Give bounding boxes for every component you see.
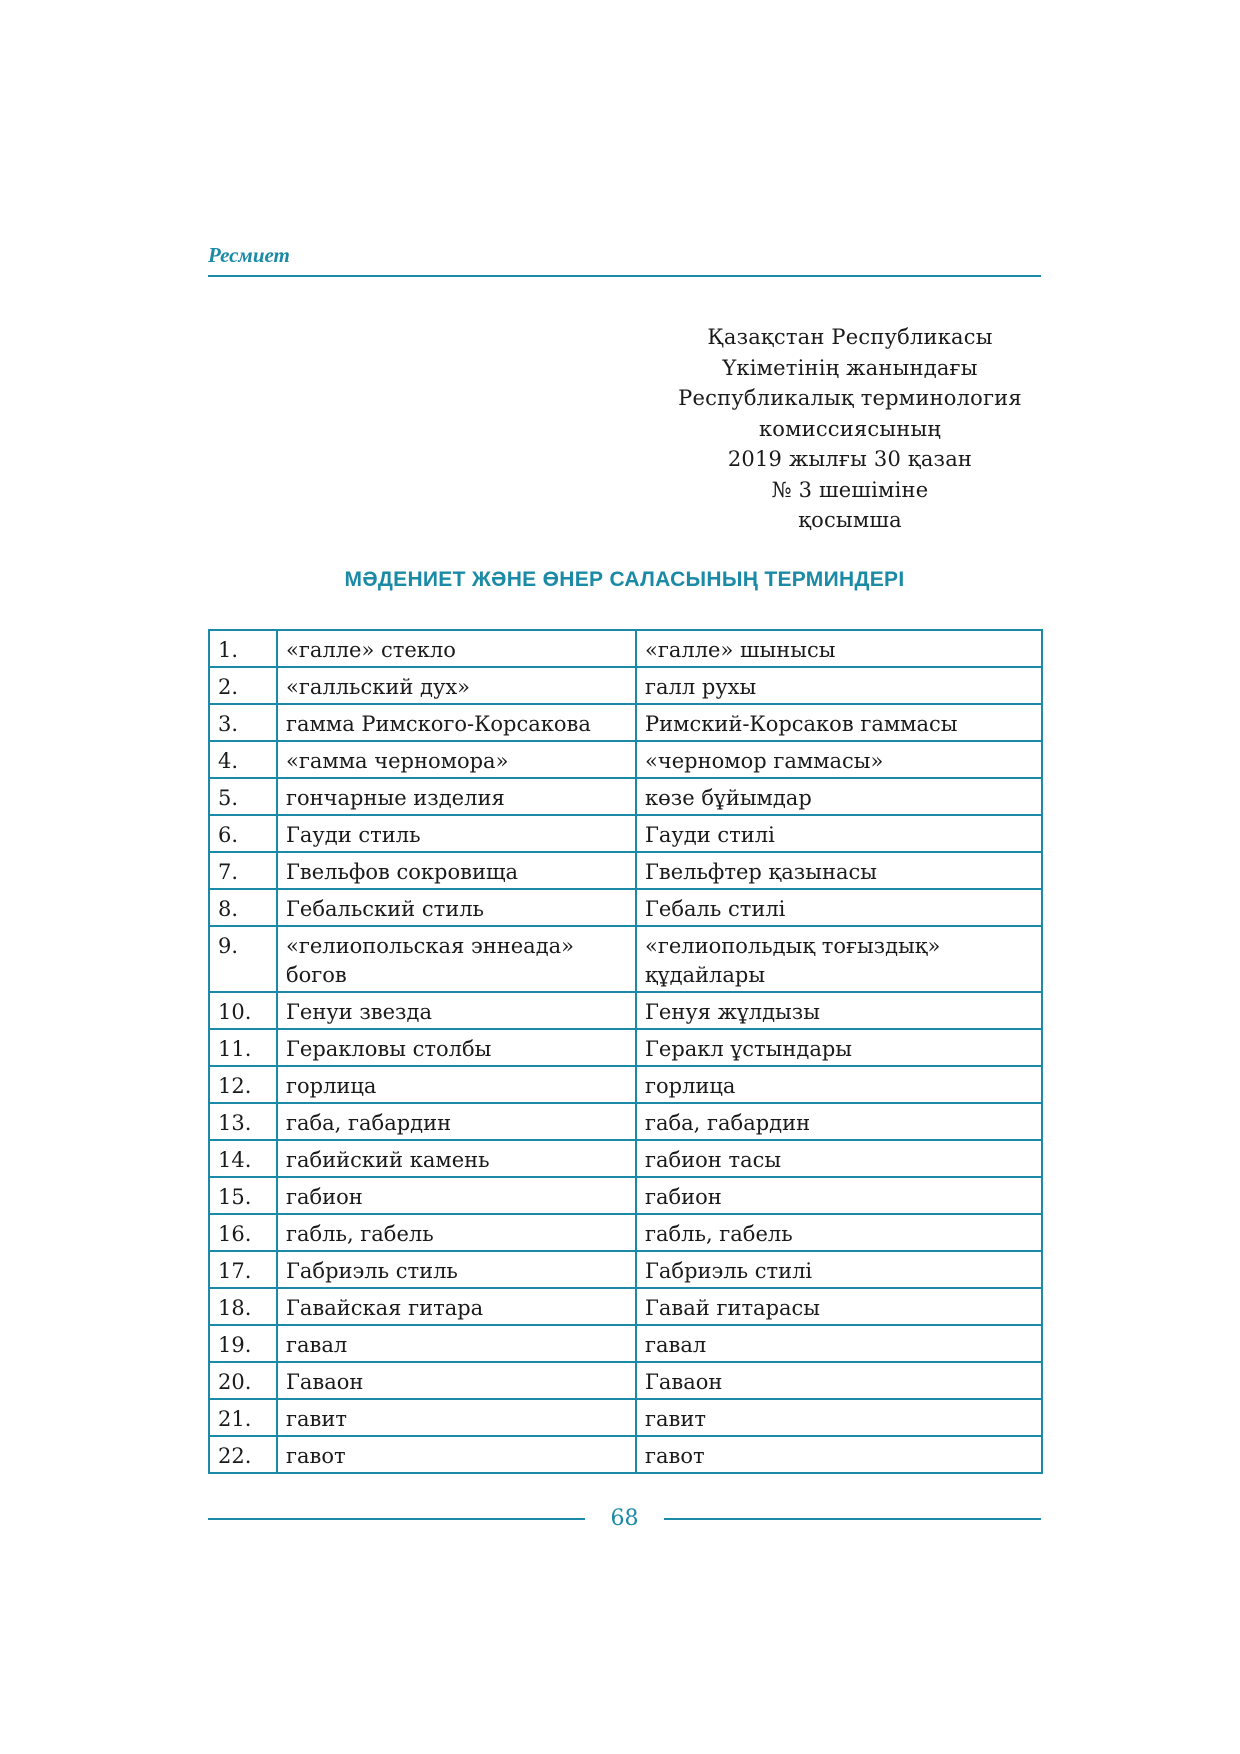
russian-term-cell: Геракловы столбы	[277, 1029, 636, 1066]
kazakh-term-cell: Гавай гитарасы	[636, 1288, 1042, 1325]
russian-term-cell: гавит	[277, 1399, 636, 1436]
russian-term-cell: Гебальский стиль	[277, 889, 636, 926]
row-number-cell: 4.	[209, 741, 277, 778]
russian-term-cell: «гелиопольская эннеада» богов	[277, 926, 636, 992]
kazakh-term-cell: «гелиопольдық тоғыздық» құдайлары	[636, 926, 1042, 992]
document-title: МӘДЕНИЕТ ЖӘНЕ ӨНЕР САЛАСЫНЫҢ ТЕРМИНДЕРІ	[344, 568, 905, 591]
table-row	[209, 926, 1042, 992]
terms-table	[208, 629, 1043, 1474]
russian-term-cell: габль, габель	[277, 1214, 636, 1251]
row-number-cell: 2.	[209, 667, 277, 704]
russian-term-cell: горлица	[277, 1066, 636, 1103]
russian-term-cell: габион	[277, 1177, 636, 1214]
kazakh-term-cell: «галле» шынысы	[636, 630, 1042, 667]
russian-term-cell: Гаваон	[277, 1362, 636, 1399]
table-row	[209, 1325, 1042, 1362]
russian-term-cell: гавот	[277, 1436, 636, 1473]
table-row	[209, 1362, 1042, 1399]
kazakh-term-cell: Гебаль стилі	[636, 889, 1042, 926]
table-row	[209, 1029, 1042, 1066]
russian-term-cell: Генуи звезда	[277, 992, 636, 1029]
row-number-cell: 3.	[209, 704, 277, 741]
row-number-cell: 19.	[209, 1325, 277, 1362]
section-label: Ресмиет	[208, 243, 290, 267]
russian-term-cell: «галльский дух»	[277, 667, 636, 704]
footer-divider-left	[208, 1518, 585, 1520]
russian-term-cell: Гвельфов сокровища	[277, 852, 636, 889]
approval-block	[640, 322, 1060, 536]
terms-table-body	[209, 630, 1042, 1473]
row-number-cell: 11.	[209, 1029, 277, 1066]
row-number-cell: 8.	[209, 889, 277, 926]
row-number-cell: 21.	[209, 1399, 277, 1436]
russian-term-cell: гамма Римского-Корсакова	[277, 704, 636, 741]
approval-line: комиссиясының	[758, 416, 942, 441]
row-number-cell: 6.	[209, 815, 277, 852]
approval-line: № 3 шешіміне	[771, 477, 929, 502]
russian-term-cell: Гауди стиль	[277, 815, 636, 852]
kazakh-term-cell: габль, габель	[636, 1214, 1042, 1251]
kazakh-term-cell: гавит	[636, 1399, 1042, 1436]
row-number-cell: 14.	[209, 1140, 277, 1177]
kazakh-term-cell: Генуя жұлдызы	[636, 992, 1042, 1029]
table-row	[209, 889, 1042, 926]
header-divider	[208, 275, 1041, 277]
kazakh-term-cell: Римский-Корсаков гаммасы	[636, 704, 1042, 741]
kazakh-term-cell: көзе бұйымдар	[636, 778, 1042, 815]
table-row	[209, 1251, 1042, 1288]
row-number-cell: 17.	[209, 1251, 277, 1288]
approval-line: Қазақстан Республикасы	[707, 325, 993, 349]
kazakh-term-cell: Габриэль стилі	[636, 1251, 1042, 1288]
page-number: 68	[610, 1506, 639, 1531]
kazakh-term-cell: горлица	[636, 1066, 1042, 1103]
table-row	[209, 1177, 1042, 1214]
row-number-cell: 16.	[209, 1214, 277, 1251]
table-row	[209, 778, 1042, 815]
kazakh-term-cell: габа, габардин	[636, 1103, 1042, 1140]
table-row	[209, 1103, 1042, 1140]
kazakh-term-cell: галл рухы	[636, 667, 1042, 704]
row-number-cell: 7.	[209, 852, 277, 889]
row-number-cell: 18.	[209, 1288, 277, 1325]
russian-term-cell: Габриэль стиль	[277, 1251, 636, 1288]
russian-term-cell: «гамма черномора»	[277, 741, 636, 778]
table-row	[209, 1436, 1042, 1473]
russian-term-cell: Гавайская гитара	[277, 1288, 636, 1325]
table-row	[209, 1214, 1042, 1251]
approval-line: қосымша	[798, 508, 902, 532]
kazakh-term-cell: Геракл ұстындары	[636, 1029, 1042, 1066]
russian-term-cell: «галле» стекло	[277, 630, 636, 667]
kazakh-term-cell: Гаваон	[636, 1362, 1042, 1399]
row-number-cell: 20.	[209, 1362, 277, 1399]
russian-term-cell: габийский камень	[277, 1140, 636, 1177]
approval-line: 2019 жылғы 30 қазан	[727, 447, 973, 471]
row-number-cell: 10.	[209, 992, 277, 1029]
kazakh-term-cell: «черномор гаммасы»	[636, 741, 1042, 778]
row-number-cell: 15.	[209, 1177, 277, 1214]
kazakh-term-cell: габион тасы	[636, 1140, 1042, 1177]
table-row	[209, 1140, 1042, 1177]
table-row	[209, 704, 1042, 741]
kazakh-term-cell: Гауди стилі	[636, 815, 1042, 852]
approval-line: Республикалық терминология	[678, 386, 1022, 410]
russian-term-cell: гавал	[277, 1325, 636, 1362]
row-number-cell: 22.	[209, 1436, 277, 1473]
approval-line: Үкіметінің жанындағы	[722, 355, 978, 380]
table-row	[209, 1399, 1042, 1436]
row-number-cell: 13.	[209, 1103, 277, 1140]
table-row	[209, 630, 1042, 667]
row-number-cell: 12.	[209, 1066, 277, 1103]
footer-divider-right	[664, 1518, 1041, 1520]
russian-term-cell: гончарные изделия	[277, 778, 636, 815]
row-number-cell: 5.	[209, 778, 277, 815]
table-row	[209, 815, 1042, 852]
table-row	[209, 1288, 1042, 1325]
table-row	[209, 1066, 1042, 1103]
kazakh-term-cell: Гвельфтер қазынасы	[636, 852, 1042, 889]
row-number-cell: 9.	[209, 926, 277, 992]
table-row	[209, 852, 1042, 889]
kazakh-term-cell: гавот	[636, 1436, 1042, 1473]
kazakh-term-cell: габион	[636, 1177, 1042, 1214]
table-row	[209, 992, 1042, 1029]
russian-term-cell: габа, габардин	[277, 1103, 636, 1140]
kazakh-term-cell: гавал	[636, 1325, 1042, 1362]
table-row	[209, 667, 1042, 704]
table-row	[209, 741, 1042, 778]
row-number-cell: 1.	[209, 630, 277, 667]
